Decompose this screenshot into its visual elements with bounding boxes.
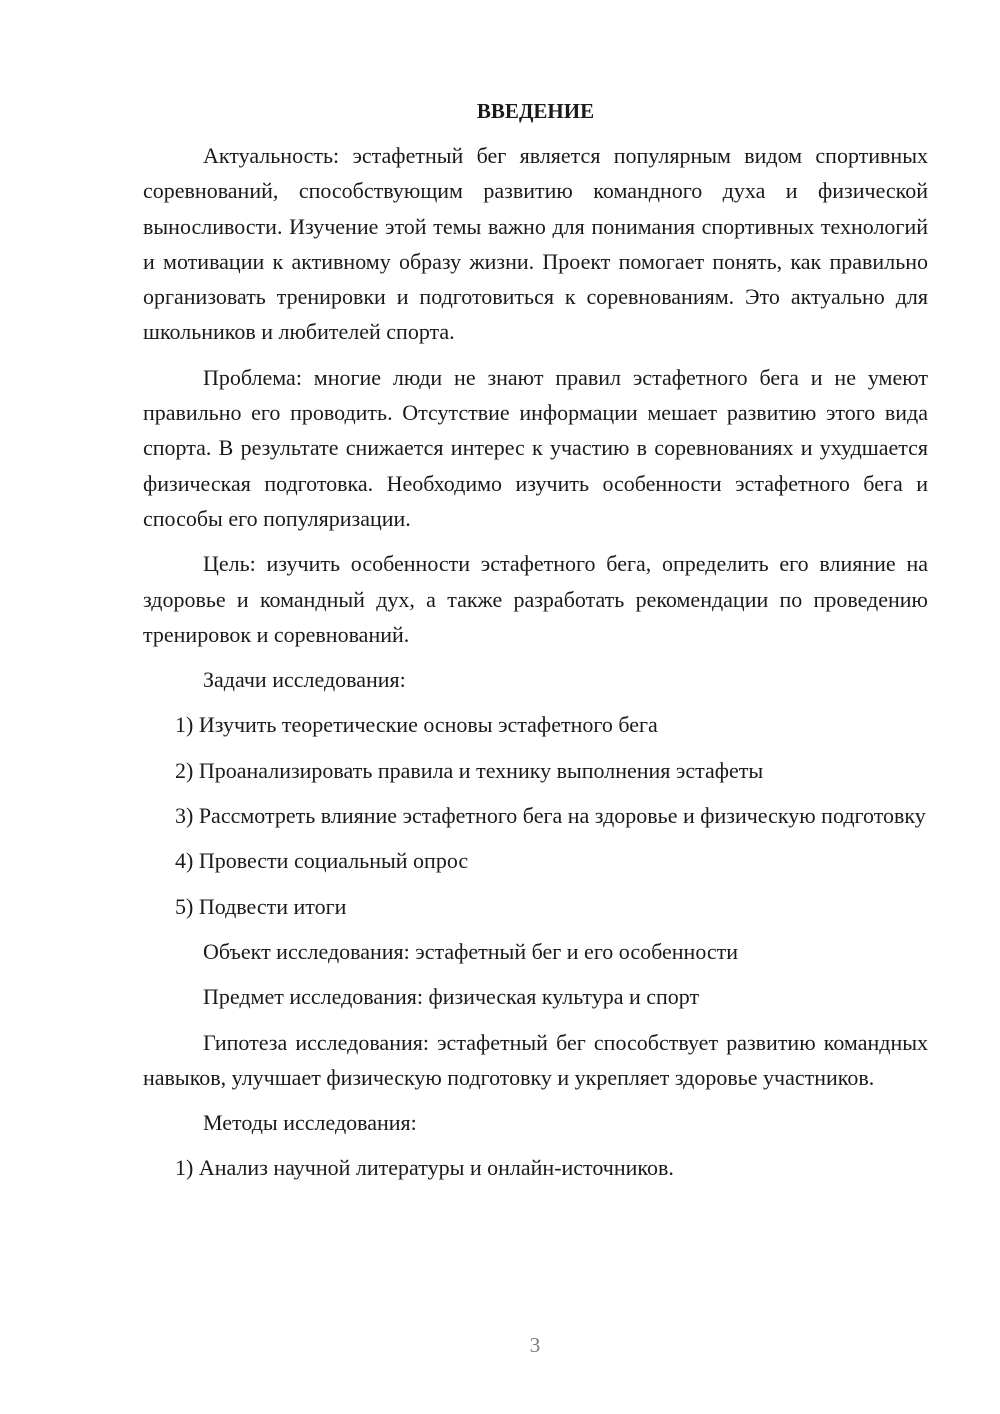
- task-item: 5) Подвести итоги: [175, 893, 347, 919]
- tasks-heading: Задачи исследования:: [203, 667, 406, 693]
- hypothesis-paragraph: Гипотеза исследования: эстафетный бег способствует развитию командных навыков, улучшает физическую подготовку и укрепляет здоровье участников.: [143, 1029, 928, 1090]
- page-title: ВВЕДЕНИЕ: [476, 99, 595, 123]
- relevance-paragraph: Актуальность: эстафетный бег является популярным видом спортивных соревнований, способствующим развитию командного духа и физической выносливости. Изучение этой темы важно для понимания спортивных технологий и мотивации к активному образу жизни. Проект помогает понять, как правильно организовать тренировки и подготовиться к соревнованиям. Это актуально для школьников и любителей спорта.: [143, 143, 928, 345]
- task-item: 1) Изучить теоретические основы эстафетного бега: [175, 712, 658, 738]
- page-content: [143, 96, 928, 1196]
- task-item: 3) Рассмотреть влияние эстафетного бега на здоровье и физическую подготовку: [175, 803, 926, 829]
- page-number: 3: [529, 1333, 541, 1357]
- problem-paragraph: Проблема: многие люди не знают правил эстафетного бега и не умеют правильно его проводить. Отсутствие информации мешает развитию этого вида спорта. В результате снижается интерес к участию в соревнованиях и ухудшается физическая подготовка. Необходимо изучить особенности эстафетного бега и способы его популяризации.: [143, 364, 928, 531]
- task-item: 4) Провести социальный опрос: [175, 848, 469, 874]
- method-item: 1) Анализ научной литературы и онлайн-источников.: [175, 1155, 674, 1181]
- research-subject: Предмет исследования: физическая культура и спорт: [203, 984, 700, 1010]
- task-item: 2) Проанализировать правила и технику выполнения эстафеты: [175, 757, 764, 783]
- research-object: Объект исследования: эстафетный бег и его особенности: [203, 938, 739, 964]
- methods-heading: Методы исследования:: [203, 1110, 417, 1136]
- goal-paragraph: Цель: изучить особенности эстафетного бега, определить его влияние на здоровье и командный дух, а также разработать рекомендации по проведению тренировок и соревнований.: [143, 551, 928, 647]
